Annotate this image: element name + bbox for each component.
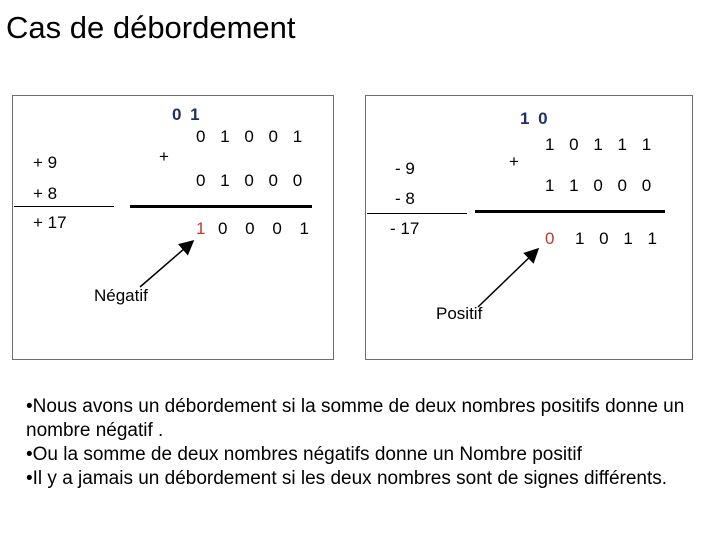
left-carry: 0 1 <box>172 105 200 124</box>
left-operand-2: 0 1 0 0 0 <box>196 171 303 190</box>
left-decimal-a: + 9 <box>33 153 58 172</box>
right-result-bits: 1 0 1 1 <box>575 229 657 248</box>
right-decimal-sum: - 17 <box>390 219 420 238</box>
left-decimal-b: + 8 <box>33 184 58 203</box>
right-operand-1: 1 0 1 1 1 <box>545 135 652 154</box>
left-decimal-sum: + 17 <box>33 213 67 232</box>
left-result-sign-bit: 1 <box>196 219 206 238</box>
bullet-item: •Il y a jamais un débordement si les deux nombres sont de signes différents. <box>26 468 668 489</box>
bullet-item: •Ou la somme de deux nombres négatifs donne un Nombre positif <box>26 444 582 465</box>
right-sum-line <box>475 210 665 213</box>
left-result-bits: 0 0 0 1 <box>218 219 309 238</box>
explanation-bullets <box>26 395 696 491</box>
left-annotation-negatif: Négatif <box>94 286 148 305</box>
left-operand-1: 0 1 0 0 1 <box>196 127 303 146</box>
right-decimal-b: - 8 <box>395 189 415 208</box>
right-decimal-a: - 9 <box>395 159 415 178</box>
page-title: Cas de débordement <box>6 10 296 45</box>
right-annotation-positif: Positif <box>436 304 483 323</box>
bullet-item: •Nous avons un débordement si la somme de deux nombres positifs donne un nombre négatif . <box>26 396 685 441</box>
right-carry: 1 0 <box>520 109 548 128</box>
right-result-sign-bit: 0 <box>545 229 555 248</box>
right-operand-2: 1 1 0 0 0 <box>545 176 652 195</box>
right-plus-sign: + <box>509 152 519 171</box>
left-plus-sign: + <box>159 147 169 166</box>
right-decimal-line <box>367 213 467 214</box>
